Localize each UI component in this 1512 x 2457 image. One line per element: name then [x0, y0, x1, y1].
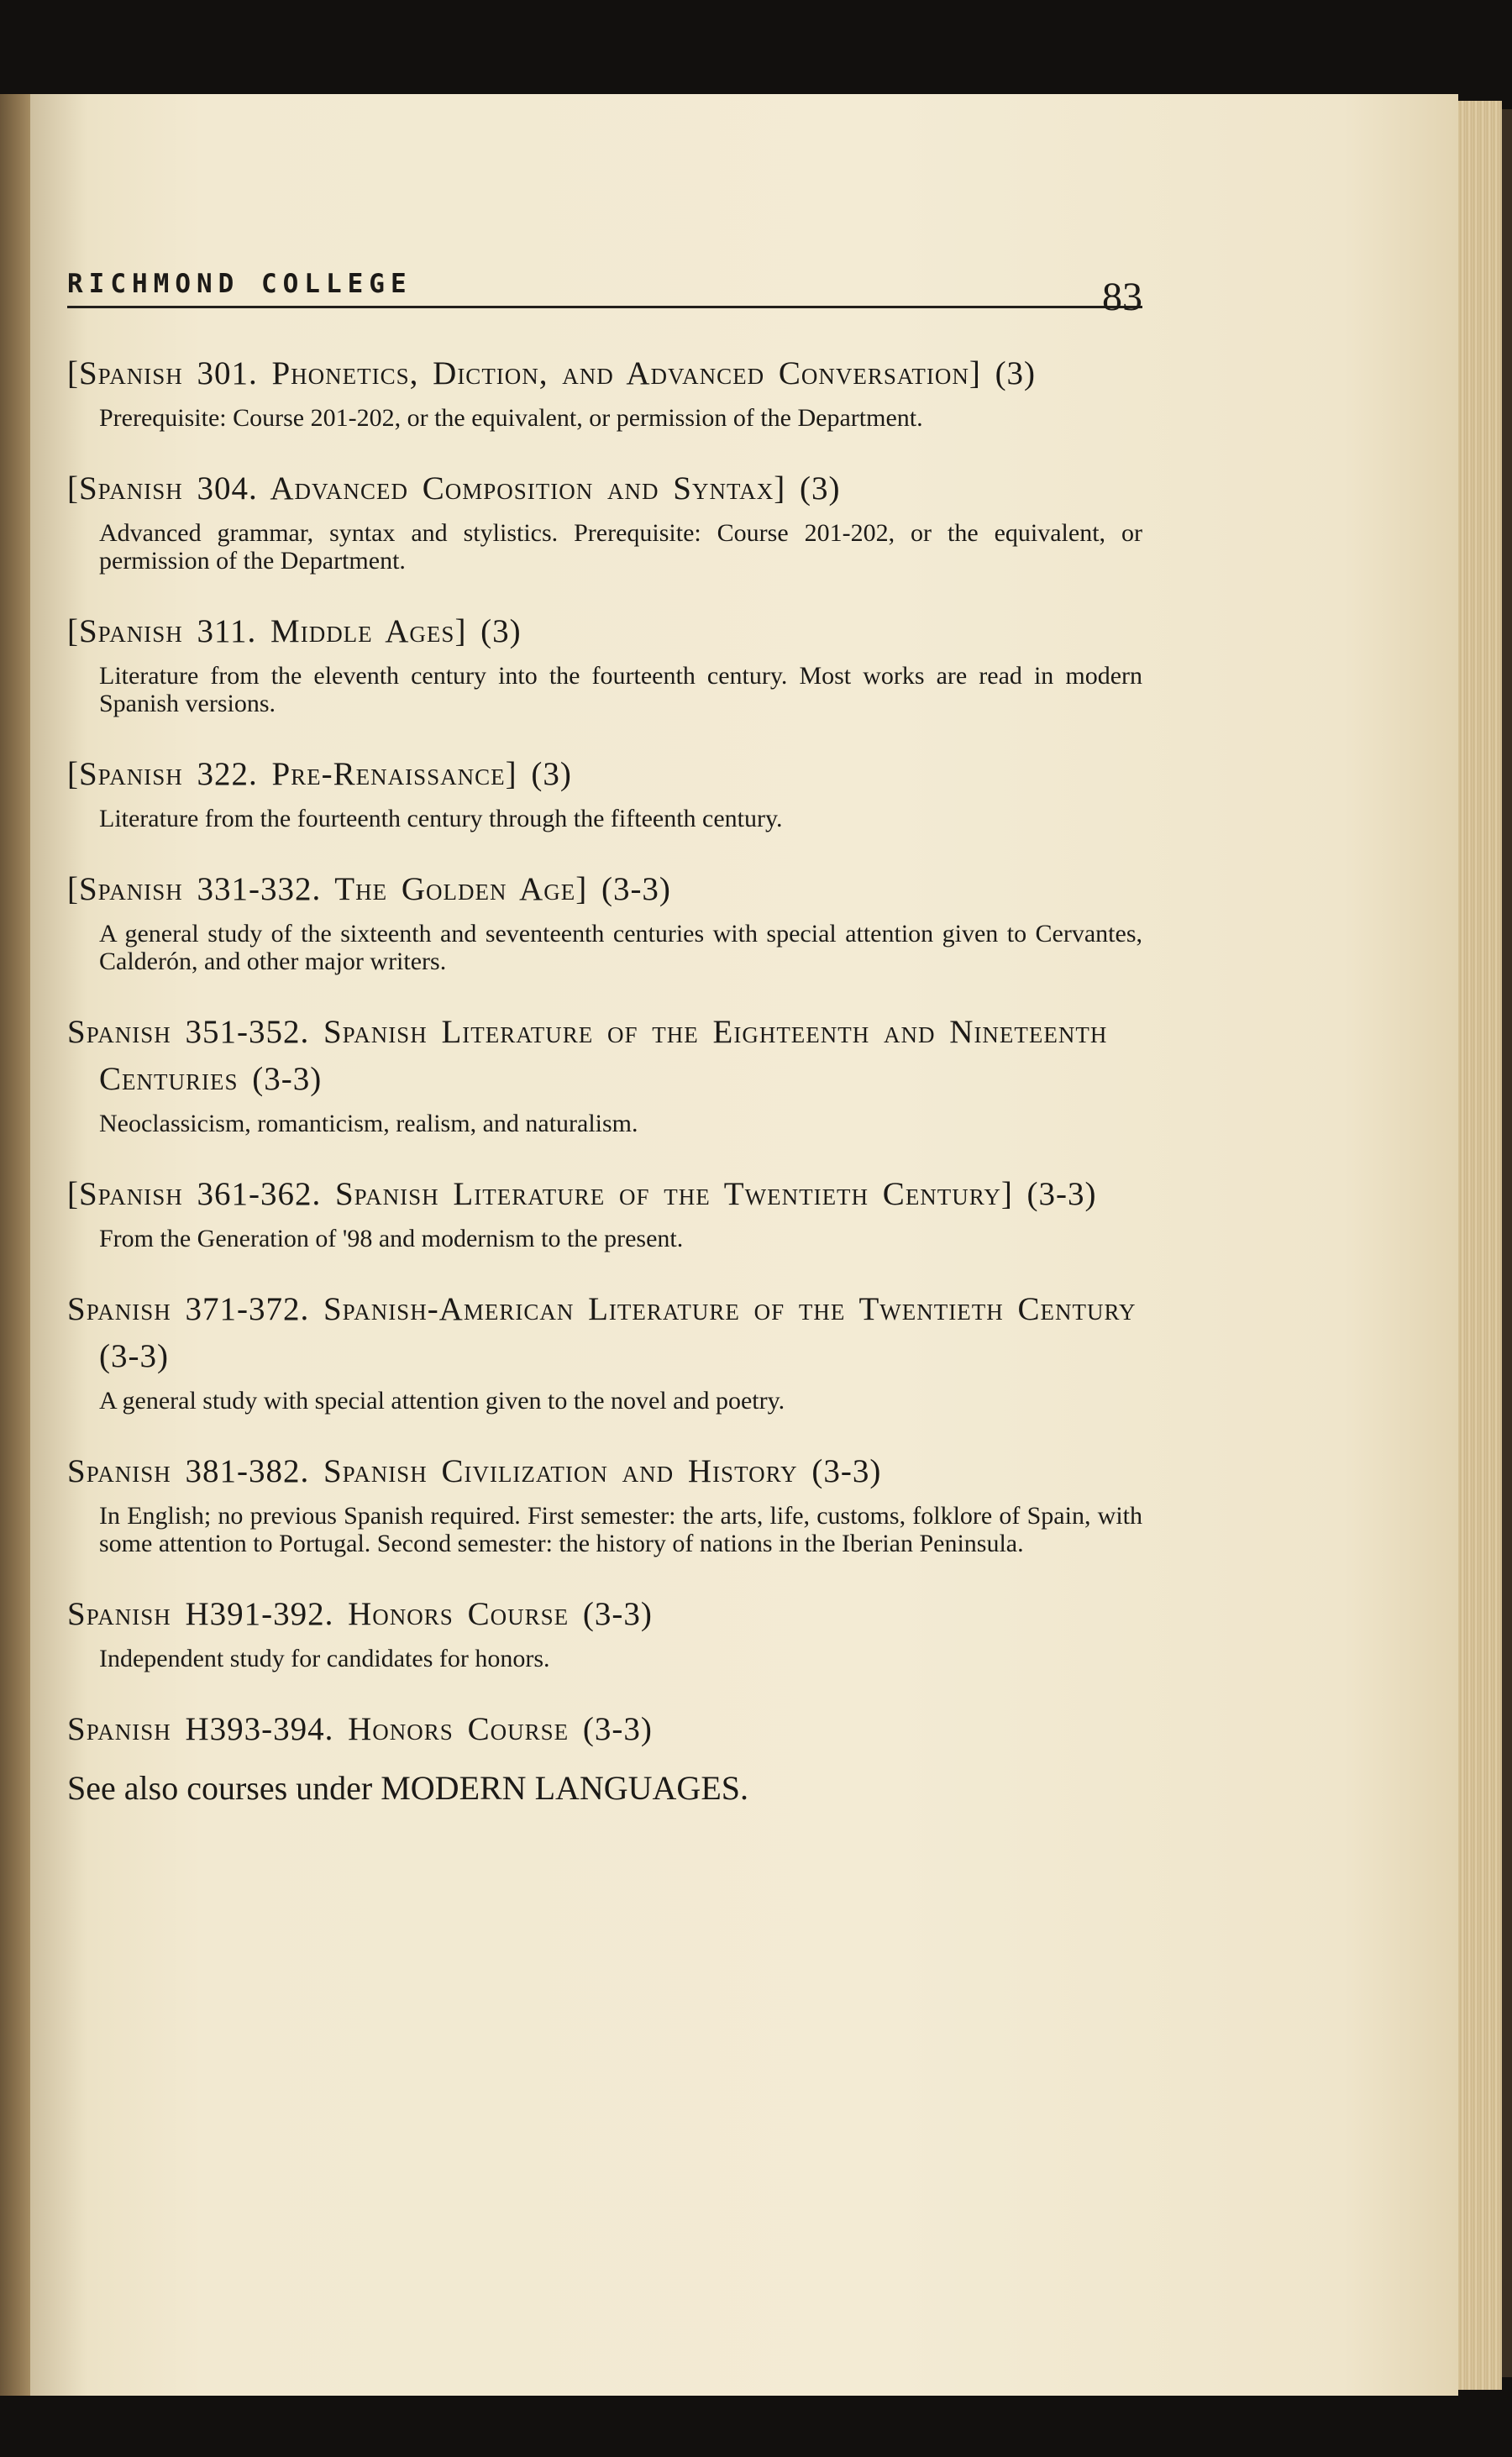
- course-entry: [67, 465, 1142, 575]
- course-title: Spanish H393-394. Honors Course (3-3): [67, 1711, 653, 1747]
- running-header: [67, 252, 1142, 319]
- course-title: [Spanish 301. Phonetics, Diction, and Advanced Conversation] (3): [67, 355, 1037, 391]
- course-title: Spanish 371-372. Spanish-American Literature of the Twentieth Century (3-3): [67, 1291, 1137, 1374]
- course-title: [Spanish 304. Advanced Composition and Syntax] (3): [67, 470, 841, 507]
- course-entry: [67, 608, 1142, 717]
- course-description: A general study with special attention given to the novel and poetry.: [99, 1387, 785, 1415]
- course-description: Prerequisite: Course 201-202, or the equivalent, or permission of the Department.: [99, 404, 923, 432]
- course-title: Spanish 381-382. Spanish Civilization and History (3-3): [67, 1453, 882, 1489]
- course-entry: [67, 866, 1142, 975]
- course-title: [Spanish 311. Middle Ages] (3): [67, 613, 522, 649]
- course-description: Independent study for candidates for honors.: [99, 1645, 550, 1672]
- course-description: Literature from the fourteenth century through the fifteenth century.: [99, 805, 783, 832]
- course-entry: [67, 1009, 1142, 1137]
- course-title: Spanish H391-392. Honors Course (3-3): [67, 1596, 653, 1632]
- page-number: 83: [1102, 275, 1142, 319]
- course-description: From the Generation of '98 and modernism to the present.: [99, 1225, 684, 1252]
- running-head: RICHMOND COLLEGE: [67, 269, 412, 299]
- course-entry: [67, 1286, 1142, 1415]
- course-entry: [67, 1171, 1142, 1252]
- course-entry: [67, 1706, 1142, 1753]
- course-description: Advanced grammar, syntax and stylistics. Prerequisite: Course 201-202, or the equivalent, or permission of the Department.: [99, 519, 1142, 575]
- course-description: Neoclassicism, romanticism, realism, and naturalism.: [99, 1110, 638, 1137]
- course-description: A general study of the sixteenth and seventeenth centuries with special attention given to Cervantes, Calderón, and other major writers.: [99, 920, 1142, 975]
- page-shadow: [1502, 109, 1512, 2377]
- course-list: [67, 350, 1142, 1753]
- course-title: [Spanish 361-362. Spanish Literature of the Twentieth Century] (3-3): [67, 1176, 1097, 1212]
- course-entry: [67, 751, 1142, 832]
- course-entry: [67, 1591, 1142, 1672]
- page-stack-edge: [1458, 101, 1502, 2390]
- see-also-note: See also courses under MODERN LANGUAGES.: [67, 1769, 748, 1807]
- course-title: Spanish 351-352. Spanish Literature of the Eighteenth and Nineteenth Centuries (3-3): [67, 1014, 1108, 1097]
- course-title: [Spanish 322. Pre-Renaissance] (3): [67, 756, 572, 792]
- page-content: [67, 252, 1142, 1812]
- course-description: Literature from the eleventh century into the fourteenth century. Most works are read in modern Spanish versions.: [99, 662, 1142, 717]
- book-spine-edge: [0, 94, 30, 2396]
- course-entry: [67, 1448, 1142, 1557]
- course-entry: [67, 350, 1142, 432]
- course-description: In English; no previous Spanish required. First semester: the arts, life, customs, folklore of Spain, with some attention to Portugal. Second semester: the history of nations in the Iberian Peninsula.: [99, 1502, 1142, 1557]
- course-title: [Spanish 331-332. The Golden Age] (3-3): [67, 871, 671, 907]
